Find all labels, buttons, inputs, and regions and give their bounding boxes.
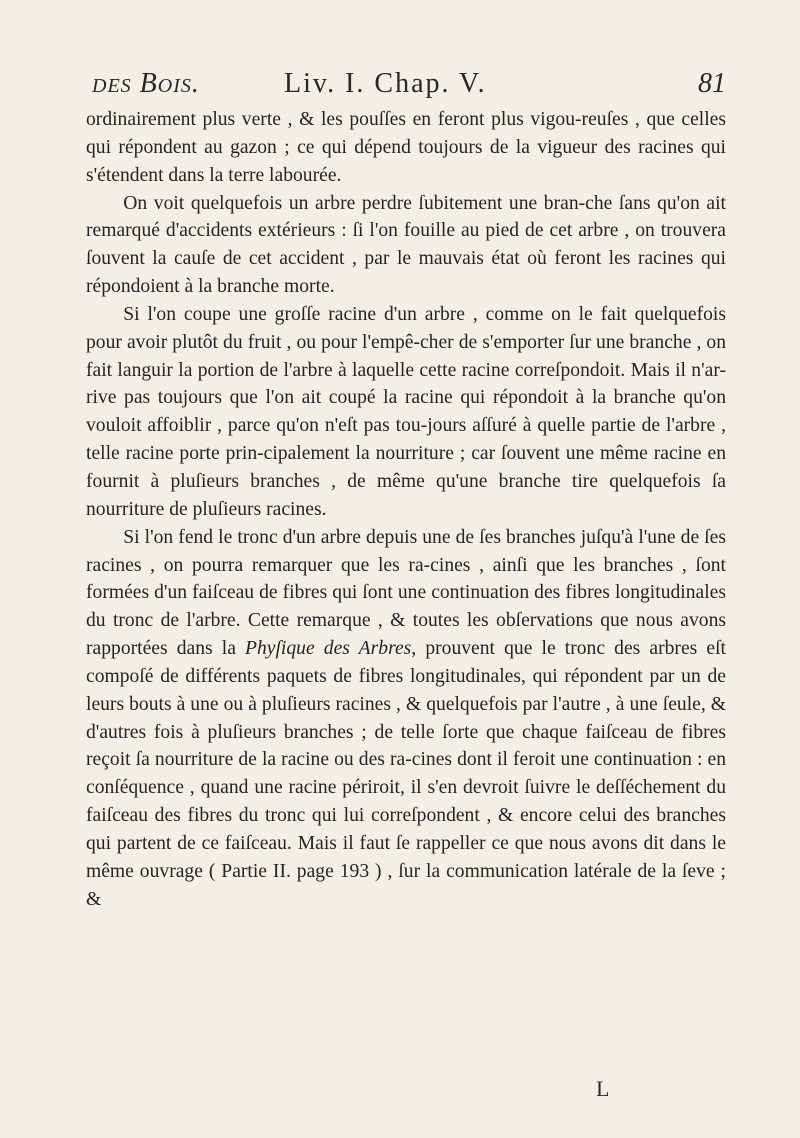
book-title-italic: Phyſique des Arbres: [245, 638, 412, 660]
paragraph-text: Si l'on fend le tronc d'un arbre depuis une de ſes branches juſqu'à l'une de ſes racines , on pourra remarquer que les ra-cines , ainſi que les branches , ſont formées d'un faiſceau de fibres qui ſont une continuation des fibres longitudinales du tronc de l'arbre. Cette remarque , & toutes les obſervations que nous avons rapportées dans la: [86, 526, 726, 660]
body-text: [86, 106, 726, 913]
paragraph: Si l'on coupe une groſſe racine d'un arbre , comme on le fait quelquefois pour avoir plutôt du fruit , ou pour l'empê-cher de s'emporter ſur une branche , on fait languir la portion de l'arbre à laquelle cette racine correſpondoit. Mais il n'ar-rive pas toujours que l'on ait coupé la racine qui répondoit à la branche qu'on vouloit affoiblir , parce qu'on n'eſt pas tou-jours aſſuré à quelle partie de l'arbre , telle racine porte prin-cipalement la nourriture ; car ſouvent une même racine en fournit à pluſieurs branches , de même qu'une branche tire quelquefois ſa nourriture de pluſieurs racines.: [86, 303, 726, 520]
paragraph-text: , prouvent que le tronc des arbres eſt compoſé de différents paquets de fibres longitudinales, qui répondent par un de leurs bouts à une ou à pluſieurs racines , & quelquefois par l'autre , à une ſeule, & d'autres fois à pluſieurs branches ; de telle ſorte que chaque faiſceau de fibres reçoit ſa nourriture de la racine ou des ra-cines dont il feroit une continuation : en conſéquence , quand une racine périroit, il s'en devroit ſuivre le deſſéchement du faiſceau des fibres du tronc qui lui correſpondent , & encore celui des branches qui partent de ce faiſceau. Mais il faut ſe rappeller ce que nous avons dit dans le même ouvrage ( Partie II. page 193 ) , ſur la communication latérale de la ſeve ; &: [86, 638, 726, 910]
paragraph-continuation: ordinairement plus verte , & les pouſſes en feront plus vigou-reuſes , que celles qui répondent au gazon ; ce qui dépend toujours de la vigueur des racines qui s'étendent dans la terre labourée.: [86, 109, 726, 186]
paragraph: On voit quelquefois un arbre perdre ſubitement une bran-che ſans qu'on ait remarqué d'accidents extérieurs : ſi l'on fouille au pied de cet arbre , on trouvera ſouvent la cauſe de cet accident , par le mauvais état où feront les racines qui répondoient à la branche morte.: [86, 192, 726, 298]
running-title: des Bois.: [92, 68, 200, 99]
paragraph: [86, 524, 726, 914]
running-header: [92, 68, 726, 108]
chapter-reference: Liv. I. Chap. V.: [284, 68, 487, 99]
signature-mark: L: [596, 1076, 610, 1101]
page-number: 81: [698, 68, 726, 99]
